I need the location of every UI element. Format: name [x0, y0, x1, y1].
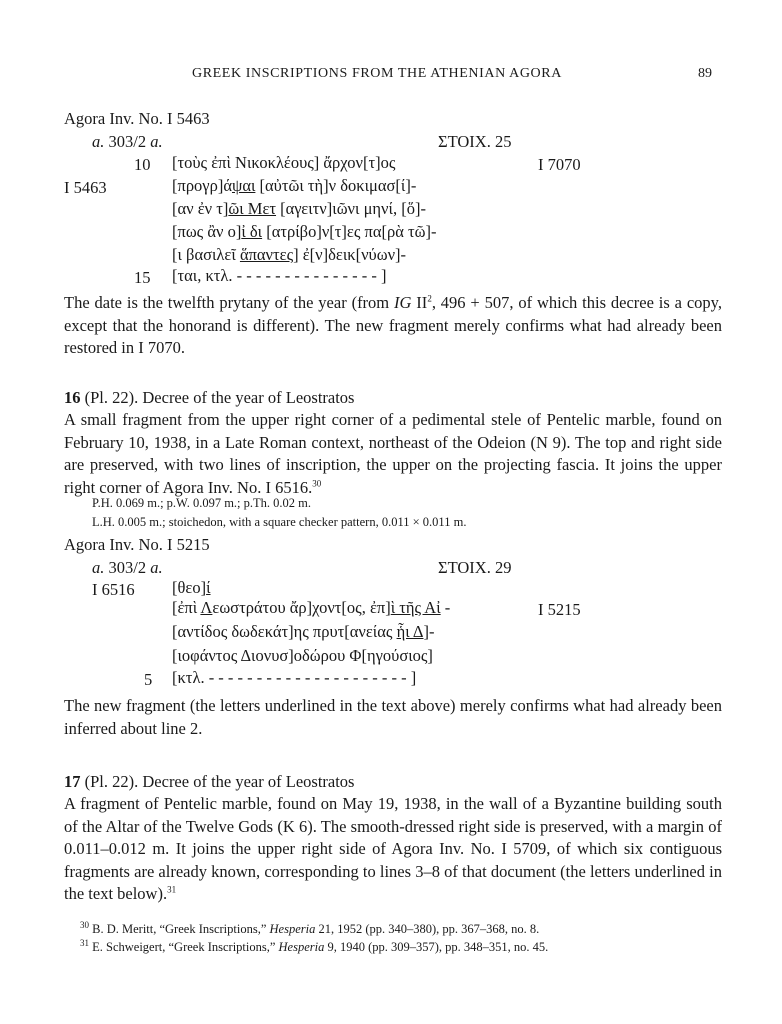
- footnote-30: $^{30}$ B. D. Meritt, “Greek Inscriptions,” Hesperia 21, 1952 (pp. 340–380), pp. 367–368, no. 8.: [80, 919, 540, 936]
- description-16: A small fragment from the upper right corner of a pedimental stele of Pentelic marble, found on February 10, 1938, in a Late Roman context, northeast of the Odeion (N 9). The top and right side are preserved, with two lines of inscription, the upper on the projecting fascia. It joins the upper right corner of Agora Inv. No. I 6516.30: [64, 410, 722, 497]
- inscription-15-line-5: [ι βασιλεῖ ἅπαντες] ἐ[ν]δεικ[νύων]-: [172, 245, 407, 264]
- inscription-15-line-1: [τοὺς ἐπὶ Νικοκλέους] ἄρχον[τ]ος: [172, 153, 396, 172]
- measurements-16-a: P.H. 0.069 m.; p.W. 0.097 m.; p.Th. 0.02 m.: [92, 496, 311, 510]
- inscription-15-line-3: [αν ἐν τ]ῶι Μετ [αγειτν]ιῶνι μηνί, [ὅ]-: [172, 199, 426, 218]
- line-number-5: 5: [144, 670, 153, 689]
- inscription-15-line-6: [ται, κτλ. - - - - - - - - - - - - - - - ]: [172, 266, 387, 285]
- line-number-15: 15: [134, 268, 151, 287]
- inscription-16-line-4: [ιοφάντος Διονυσ]οδώρου Φ[ηγούσιος]: [172, 646, 433, 665]
- inscription-16-line-1: [θεο]ί: [172, 578, 211, 597]
- footnote-31: $^{31}$ E. Schweigert, “Greek Inscriptions,” Hesperia 9, 1940 (pp. 309–357), pp. 348–351, no. 45.: [80, 937, 549, 954]
- stoich-15: ΣΤΟΙΧ. 25: [438, 132, 512, 151]
- side-label-right-16: I 5215: [538, 600, 581, 619]
- inscription-16-line-5: [κτλ. - - - - - - - - - - - - - - - - - - - - - ]: [172, 668, 417, 687]
- date-15: a. 303/2 a.: [92, 132, 163, 151]
- inscription-15-line-4: [πως ἂν ο]ἰ δι [ατρίβο]ν[τ]ες πα[ρὰ τῶ]-: [172, 222, 437, 241]
- side-label-left-15: I 5463: [64, 178, 107, 197]
- inscription-15-line-2: [προγρ]άψαι [αὐτῶι τὴ]ν δοκιμασ[ί]-: [172, 176, 417, 195]
- running-head: GREEK INSCRIPTIONS FROM THE ATHENIAN AGORA: [192, 66, 562, 81]
- heading-16: 16 (Pl. 22). Decree of the year of Leostratos: [64, 388, 355, 407]
- heading-17: 17 (Pl. 22). Decree of the year of Leostratos: [64, 772, 355, 791]
- side-label-right-15: I 7070: [538, 155, 581, 174]
- date-16: a. 303/2 a.: [92, 558, 163, 577]
- inv-label-15: Agora Inv. No. I 5463: [64, 109, 210, 128]
- inv-label-16: Agora Inv. No. I 5215: [64, 535, 210, 554]
- commentary-16: The new fragment (the letters underlined in the text above) merely confirms what had already been inferred about line 2.: [64, 696, 722, 738]
- inscription-16-line-2: [ἐπὶ Λεωστράτου ἄρ]χοντ[ος, ἐπ]ὶ τῆς Αἰ -: [172, 598, 451, 617]
- page-number: 89: [698, 66, 712, 81]
- description-17: A fragment of Pentelic marble, found on May 19, 1938, in the wall of a Byzantine building south of the Altar of the Twelve Gods (K 6). The smooth-dressed right side is preserved, with a margin of 0.011–0.012 m. It joins the upper right side of Agora Inv. No. I 5709, of which six contiguous fragments are already known, corresponding to lines 3–8 of that document (the letters underlined in the text below).$^{31}$: [64, 794, 722, 903]
- line-number-10: 10: [134, 155, 151, 174]
- measurements-16-b: L.H. 0.005 m.; stoichedon, with a square checker pattern, 0.011 × 0.011 m.: [92, 515, 467, 529]
- side-label-left-16: I 6516: [92, 580, 135, 599]
- stoich-16: ΣΤΟΙΧ. 29: [438, 558, 512, 577]
- inscription-16-line-3: [αντίδος δωδεκάτ]ης πρυτ[ανείας ἧι Δ]-: [172, 622, 435, 641]
- commentary-15: The date is the twelfth prytany of the year (from IG $II^2$, 496 + 507, of which this decree is a copy, except that the honorand is different). The new fragment merely confirms what had already been restored in I 7070.: [64, 293, 722, 357]
